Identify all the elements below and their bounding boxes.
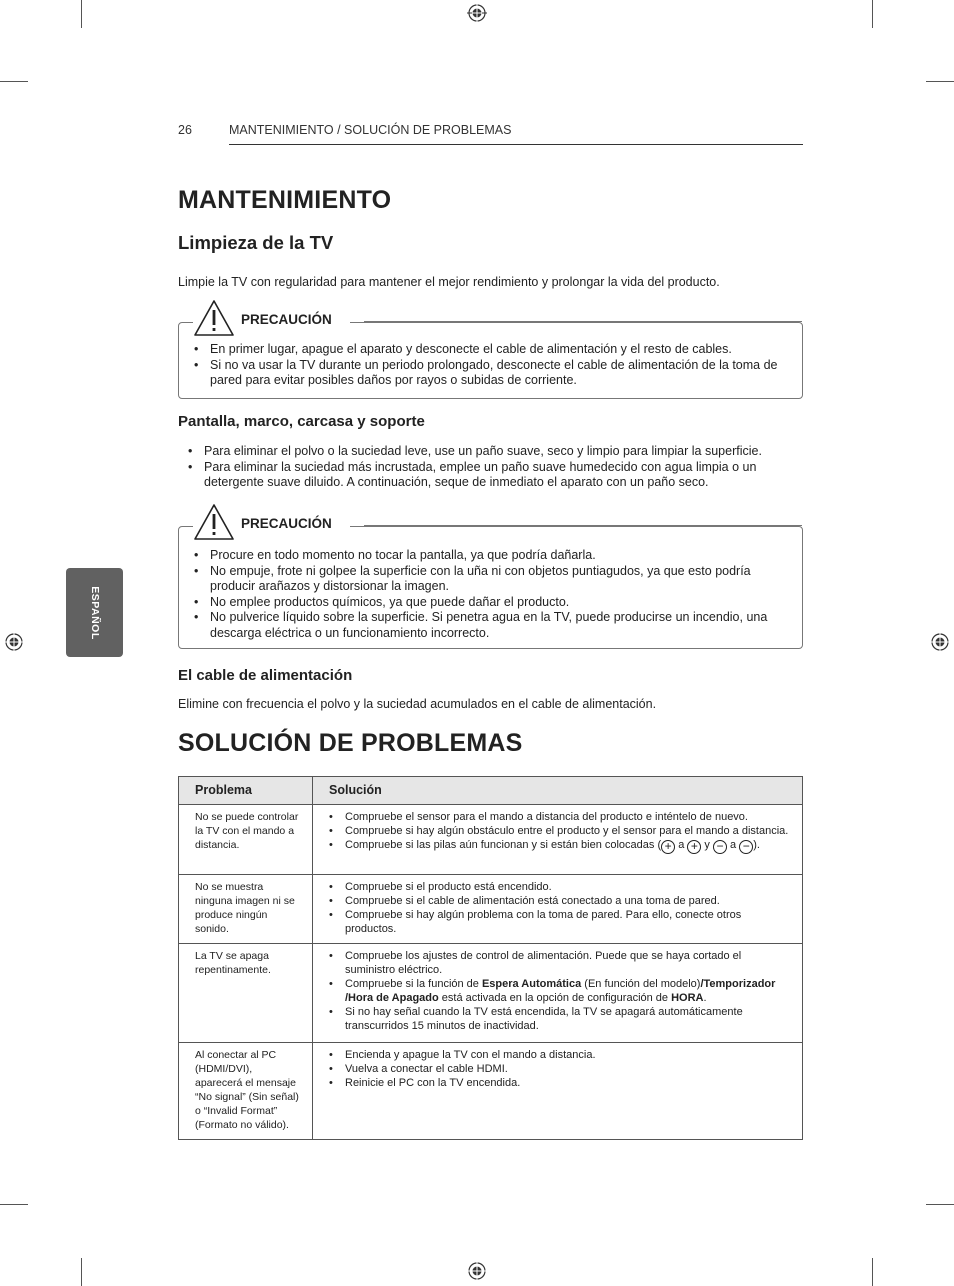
list-item: • Si no va usar la TV durante un periodo prolongado, desconecte el cable de alimentación de la toma de pared para evitar posibles daños por rayos o subidas de corriente. [194,358,794,389]
registration-mark-icon [4,632,24,652]
list-item: • Encienda y apague la TV con el mando a distancia. [329,1048,794,1062]
caution-rule [364,321,802,322]
cable-section-title: El cable de alimentación [178,667,353,684]
crop-mark [926,81,954,82]
table-header-row [179,777,803,805]
list-item: • No empuje, frote ni golpee la superficie con la uña ni con objetos puntiagudos, ya que esto podría producir arañazos y distorsionar la imagen. [194,564,794,595]
caution-list [194,548,794,641]
caution-rule [364,525,802,526]
header-rule [229,144,803,145]
registration-mark-icon [930,632,950,652]
troubleshooting-table [178,776,803,1140]
running-header: MANTENIMIENTO / SOLUCIÓN DE PROBLEMAS [229,123,512,137]
list-item: • Vuelva a conectar el cable HDMI. [329,1062,794,1076]
list-item: • Compruebe si hay algún problema con la toma de pared. Para ello, conecte otros productos. [329,908,794,936]
list-item: • Compruebe si las pilas aún funcionan y si están bien colocadas ( + a + y − a − ). [329,838,794,854]
caution-label: PRECAUCIÓN [241,515,332,531]
list-item: • No emplee productos químicos, ya que puede dañar el producto. [194,595,794,611]
caution-header [193,502,350,542]
minus-icon: − [713,840,727,854]
cleaning-title: Limpieza de la TV [178,232,334,253]
list-item: • En primer lugar, apague el aparato y desconecte el cable de alimentación y el resto de cables. [194,342,794,358]
solution-cell [313,944,803,1043]
crop-mark [0,81,28,82]
problem-cell: No se muestra ninguna imagen ni se produce ningún sonido. [179,875,313,944]
list-item: • Compruebe si el producto está encendido. [329,880,794,894]
maintenance-title: MANTENIMIENTO [178,186,392,214]
registration-mark-icon [467,1261,487,1281]
table-row [179,805,803,875]
list-item: • Compruebe si hay algún obstáculo entre el producto y el sensor para el mando a distancia. [329,824,794,838]
registration-mark-icon [467,3,487,23]
list-item: • Reinicie el PC con la TV encendida. [329,1076,794,1090]
list-item: • Para eliminar el polvo o la suciedad leve, use un paño suave, seco y limpio para limpiar la superficie. [188,444,798,460]
table-row [179,944,803,1043]
crop-mark [81,0,82,28]
language-tab-label: ESPAÑOL [88,585,101,640]
list-item: • Procure en todo momento no tocar la pantalla, ya que podría dañarla. [194,548,794,564]
minus-icon: − [739,840,753,854]
column-header-problem: Problema [179,777,313,805]
warning-icon [193,503,235,541]
caution-box [178,311,803,399]
problem-cell: Al conectar al PC (HDMI/DVI), aparecerá el mensaje “No signal” (Sin señal) o “Invalid Format” (Formato no válido). [179,1043,313,1140]
warning-icon [193,299,235,337]
problem-cell: No se puede controlar la TV con el mando a distancia. [179,805,313,875]
crop-mark [926,1204,954,1205]
screen-section-title: Pantalla, marco, carcasa y soporte [178,413,425,430]
screen-list [188,444,798,491]
plus-icon: + [687,840,701,854]
caution-header [193,298,350,338]
plus-icon: + [661,840,675,854]
solution-cell [313,805,803,875]
caution-label: PRECAUCIÓN [241,311,332,327]
crop-mark [81,1258,82,1286]
cleaning-intro: Limpie la TV con regularidad para mantener el mejor rendimiento y prolongar la vida del producto. [178,275,720,289]
cable-text: Elimine con frecuencia el polvo y la suciedad acumulados en el cable de alimentación. [178,697,657,711]
list-item: • Si no hay señal cuando la TV está encendida, la TV se apagará automáticamente transcurridos 15 minutos de inactividad. [329,1005,794,1033]
solution-cell [313,1043,803,1140]
table-row [179,875,803,944]
list-item: • Compruebe el sensor para el mando a distancia del producto e inténtelo de nuevo. [329,810,794,824]
list-item: • Para eliminar la suciedad más incrustada, emplee un paño suave humedecido con agua limpia o un detergente suave diluido. A continuación, seque de inmediato el aparato con un paño seco. [188,460,798,491]
list-item: • No pulverice líquido sobre la superficie. Si penetra agua en la TV, puede producirse un incendio, una descarga eléctrica o un funcionamiento incorrecto. [194,610,794,641]
caution-box [178,515,803,649]
crop-mark [0,1204,28,1205]
crop-mark [872,0,873,28]
column-header-solution: Solución [313,777,803,805]
table-row [179,1043,803,1140]
list-item: • Compruebe los ajustes de control de alimentación. Puede que se haya cortado el suministro eléctrico. [329,949,794,977]
troubleshooting-title: SOLUCIÓN DE PROBLEMAS [178,729,523,757]
caution-list [194,342,794,389]
list-item: • Compruebe si la función de Espera Automática (En función del modelo)/Temporizador /Hora de Apagado está activada en la opción de configuración de HORA. [329,977,794,1005]
page-number: 26 [178,123,192,137]
language-tab [66,568,123,657]
crop-mark [872,1258,873,1286]
solution-cell [313,875,803,944]
list-item: • Compruebe si el cable de alimentación está conectado a una toma de pared. [329,894,794,908]
problem-cell: La TV se apaga repentinamente. [179,944,313,1043]
